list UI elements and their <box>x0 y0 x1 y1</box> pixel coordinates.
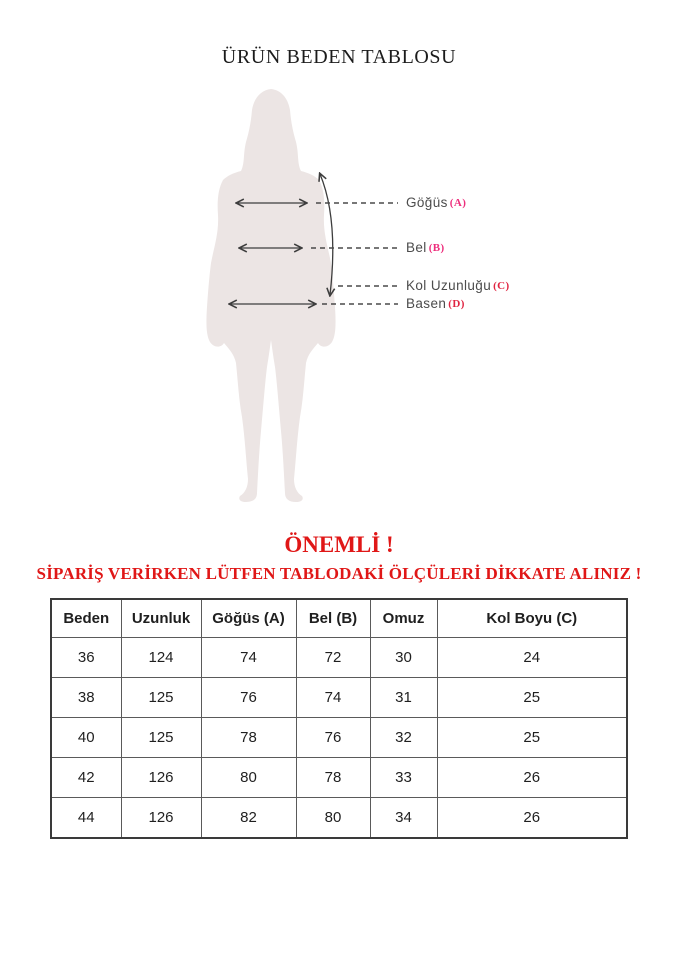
measurement-label-gogus <box>406 194 466 212</box>
cell-kol-boyu: 26 <box>437 798 627 839</box>
cell-gogus: 76 <box>201 678 296 718</box>
cell-gogus: 78 <box>201 718 296 758</box>
col-header-kol-boyu: Kol Boyu (C) <box>437 599 627 638</box>
col-header-beden: Beden <box>51 599 121 638</box>
cell-omuz: 33 <box>370 758 437 798</box>
cell-uzunluk: 124 <box>121 638 201 678</box>
cell-bel: 72 <box>296 638 370 678</box>
page-title: ÜRÜN BEDEN TABLOSU <box>221 46 457 68</box>
cell-kol-boyu: 24 <box>437 638 627 678</box>
cell-uzunluk: 126 <box>121 798 201 839</box>
cell-gogus: 82 <box>201 798 296 839</box>
label-text: Göğüs <box>406 195 448 210</box>
warning-text: SİPARİŞ VERİRKEN LÜTFEN TABLODAKİ ÖLÇÜLERİ DİKKATE ALINIZ ! <box>36 564 642 583</box>
cell-gogus: 74 <box>201 638 296 678</box>
size-diagram <box>0 83 678 515</box>
body-silhouette <box>206 89 335 502</box>
cell-gogus: 80 <box>201 758 296 798</box>
cell-bel: 80 <box>296 798 370 839</box>
table-row <box>51 718 627 758</box>
measurement-label-basen <box>406 295 465 313</box>
col-header-omuz: Omuz <box>370 599 437 638</box>
cell-bel: 74 <box>296 678 370 718</box>
col-header-bel: Bel (B) <box>296 599 370 638</box>
measurement-label-kol <box>406 277 510 295</box>
cell-kol-boyu: 25 <box>437 718 627 758</box>
col-header-uzunluk: Uzunluk <box>121 599 201 638</box>
size-table <box>50 598 628 839</box>
cell-beden: 38 <box>51 678 121 718</box>
cell-beden: 40 <box>51 718 121 758</box>
measurement-label-bel <box>406 239 445 257</box>
diagram-canvas <box>0 83 678 515</box>
cell-omuz: 31 <box>370 678 437 718</box>
cell-beden: 36 <box>51 638 121 678</box>
cell-beden: 42 <box>51 758 121 798</box>
table-row <box>51 638 627 678</box>
important-heading: ÖNEMLİ ! <box>284 532 394 557</box>
label-text: Basen <box>406 296 447 311</box>
cell-kol-boyu: 26 <box>437 758 627 798</box>
cell-bel: 76 <box>296 718 370 758</box>
label-code: (D) <box>448 298 465 310</box>
cell-beden: 44 <box>51 798 121 839</box>
cell-omuz: 30 <box>370 638 437 678</box>
label-code: (B) <box>428 242 445 254</box>
label-text: Bel <box>406 240 427 255</box>
label-code: (C) <box>493 280 510 292</box>
cell-omuz: 32 <box>370 718 437 758</box>
table-row <box>51 758 627 798</box>
cell-uzunluk: 125 <box>121 718 201 758</box>
cell-uzunluk: 125 <box>121 678 201 718</box>
label-text: Kol Uzunluğu <box>406 278 492 293</box>
col-header-gogus: Göğüs (A) <box>201 599 296 638</box>
cell-omuz: 34 <box>370 798 437 839</box>
cell-uzunluk: 126 <box>121 758 201 798</box>
table-header-row <box>51 599 627 638</box>
label-code: (A) <box>449 197 467 209</box>
table-row <box>51 678 627 718</box>
cell-bel: 78 <box>296 758 370 798</box>
table-row <box>51 798 627 839</box>
cell-kol-boyu: 25 <box>437 678 627 718</box>
